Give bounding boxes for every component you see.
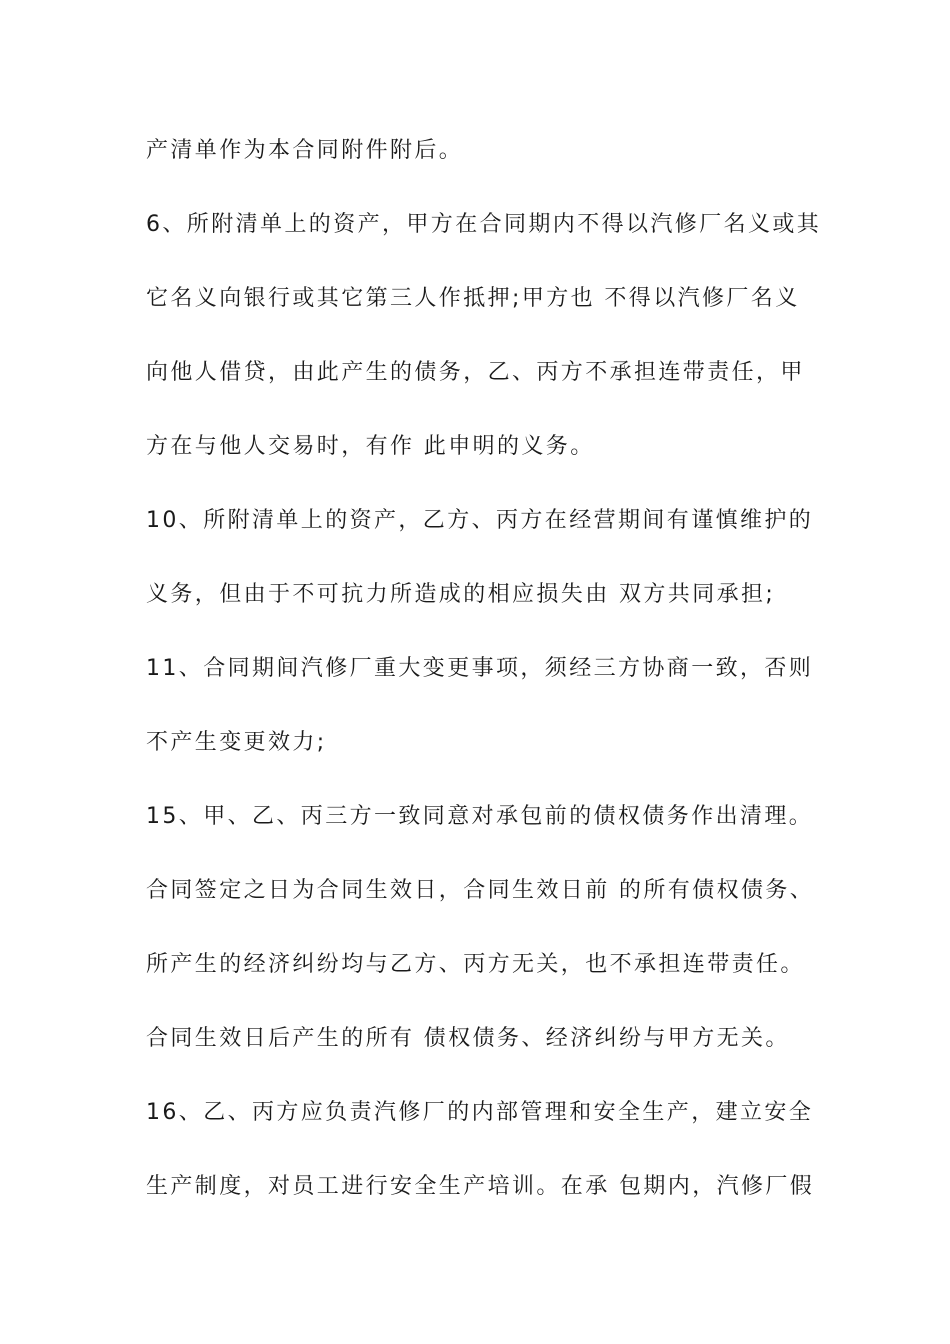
text-line-8: 11、合同期间汽修厂重大变更事项，须经三方协商一致，否则 xyxy=(146,656,814,681)
text-line-15: 生产制度，对员工进行安全生产培训。在承 包期内，汽修厂假 xyxy=(146,1174,815,1199)
text-line-7: 义务，但由于不可抗力所造成的相应损失由 双方共同承担; xyxy=(146,582,776,607)
text-line-6: 10、所附清单上的资产，乙方、丙方在经营期间有谨慎维护的 xyxy=(146,508,814,533)
text-line-4: 向他人借贷，由此产生的债务，乙、丙方不承担连带责任，甲 xyxy=(146,360,805,385)
text-line-1: 产清单作为本合同附件附后。 xyxy=(146,138,464,163)
text-line-13: 合同生效日后产生的所有 债权债务、经济纠纷与甲方无关。 xyxy=(146,1026,790,1051)
text-line-10: 15、甲、乙、丙三方一致同意对承包前的债权债务作出清理。 xyxy=(146,804,814,829)
text-line-5: 方在与他人交易时，有作 此申明的义务。 xyxy=(146,434,595,459)
text-line-9: 不产生变更效力; xyxy=(146,730,327,755)
text-line-2: 6、所附清单上的资产，甲方在合同期内不得以汽修厂名义或其 xyxy=(146,212,822,237)
text-line-3: 它名义向银行或其它第三人作抵押;甲方也 不得以汽修厂名义 xyxy=(146,286,800,311)
text-line-14: 16、乙、丙方应负责汽修厂的内部管理和安全生产，建立安全 xyxy=(146,1100,814,1125)
text-line-12: 所产生的经济纠纷均与乙方、丙方无关，也不承担连带责任。 xyxy=(146,952,805,977)
text-line-11: 合同签定之日为合同生效日，合同生效日前 的所有债权债务、 xyxy=(146,878,815,903)
